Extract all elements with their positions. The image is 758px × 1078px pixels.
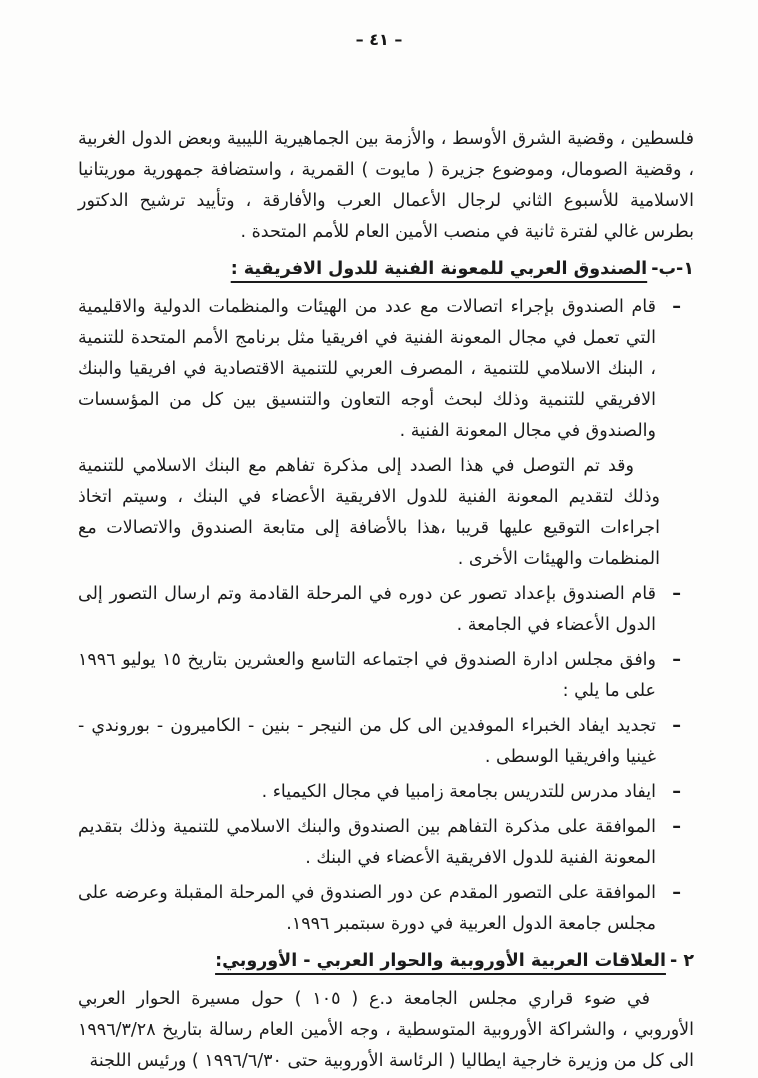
bullet-text: تجديد ايفاد الخبراء الموفدين الى كل من النيجر - بنين - الكاميرون - بوروندي - غينيا وافريقيا الوسطى . xyxy=(78,716,656,767)
bullet-dash-icon: – xyxy=(672,883,681,903)
bullet-dash-icon: – xyxy=(672,716,681,736)
section-1-title: الصندوق العربي للمعونة الفنية للدول الافريقية : xyxy=(230,259,648,279)
memorandum-note-paragraph: وقد تم التوصل في هذا الصدد إلى مذكرة تفاهم مع البنك الاسلامي للتنمية وذلك لتقديم المعونة الفنية للدول الافريقية الأعضاء في البنك ، وسيتم اتخاذ اجراءات التوقيع عليها قريبا ،هذا بالأضافة إلى متابعة الصندوق والاتصالات مع المنظمات والهيئات الأخرى . xyxy=(78,456,660,569)
bullet-text: الموافقة على مذكرة التفاهم بين الصندوق والبنك الاسلامي للتنمية وذلك بتقديم المعونة الفنية للدول الافريقية الأعضاء في البنك . xyxy=(78,817,656,868)
section-2-title: العلاقات العربية الأوروبية والحوار العربي - الأوروبي: xyxy=(215,951,666,971)
bullet-dash-icon: – xyxy=(672,297,681,317)
bullet-text: قام الصندوق بإعداد تصور عن دوره في المرحلة القادمة وتم ارسال التصور إلى الدول الأعضاء في الجامعة . xyxy=(78,584,656,635)
section-2-heading xyxy=(78,946,694,977)
intro-paragraph: فلسطين ، وقضية الشرق الأوسط ، والأزمة بين الجماهيرية الليبية وبعض الدول الغربية ، وقضية الصومال، وموضوع جزيرة ( مايوت ) القمرية ، واستضافة جمهورية موريتانيا الاسلامية للأسبوع الثاني لرجال الأعمال العرب والأفارقة ، وتأييد ترشيح الدكتور بطرس غالي لفترة ثانية في منصب الأمين العام للأمم المتحدة . xyxy=(78,129,694,242)
bullet-dash-icon: – xyxy=(672,817,681,837)
bullet-dash-icon: – xyxy=(672,584,681,604)
page-content xyxy=(78,124,694,1077)
bullet-item-memorandum-approval xyxy=(78,812,694,874)
bullet-text: وافق مجلس ادارة الصندوق في اجتماعه التاسع والعشرين بتاريخ ١٥ يوليو ١٩٩٦ على ما يلي : xyxy=(78,650,656,701)
bullet-item-vision-approval xyxy=(78,878,694,940)
bullet-item-experts-renewal xyxy=(78,711,694,773)
bullet-item-teacher-dispatch xyxy=(78,777,694,808)
bullet-text: ايفاد مدرس للتدريس بجامعة زامبيا في مجال الكيمياء . xyxy=(261,782,656,802)
bullet-dash-icon: – xyxy=(672,650,681,670)
bullet-item-vision xyxy=(78,579,694,641)
bullet-item-board-meeting xyxy=(78,645,694,707)
section-1-number: ١-ب- xyxy=(651,259,694,279)
page-number: – ٤١ – xyxy=(355,30,403,49)
bullet-text: الموافقة على التصور المقدم عن دور الصندوق في المرحلة المقبلة وعرضه على مجلس جامعة الدول العربية في دورة سبتمبر ١٩٩٦. xyxy=(78,883,656,934)
bullet-item-contacts xyxy=(78,292,694,447)
bullet-text: قام الصندوق بإجراء اتصالات مع عدد من الهيئات والمنظمات الدولية والاقليمية التي تعمل في مجال المعونة الفنية في افريقيا مثل برنامج الأمم المتحدة للتنمية ، البنك الاسلامي للتنمية ، المصرف العربي للتنمية الاقتصادية في افريقيا والبنك الافريقي للتنمية وذلك لبحث أوجه التعاون والتنسيق بين كل من المؤسسات والصندوق في مجال المعونة الفنية . xyxy=(78,297,656,441)
section-2-number: ٢ - xyxy=(669,951,694,971)
section-1-heading xyxy=(78,254,694,285)
bullet-dash-icon: – xyxy=(672,782,681,802)
section-2-paragraph: في ضوء قراري مجلس الجامعة د.ع ( ١٠٥ ) حول مسيرة الحوار العربي الأوروبي ، والشراكة الأوروبية المتوسطية ، وجه الأمين العام رسالة بتاريخ ١٩٩٦/٣/٢٨ الى كل من وزيرة خارجية ايطاليا ( الرئاسة الأوروبية حتى ١٩٩٦/٦/٣٠ ) ورئيس اللجنة xyxy=(78,989,694,1071)
